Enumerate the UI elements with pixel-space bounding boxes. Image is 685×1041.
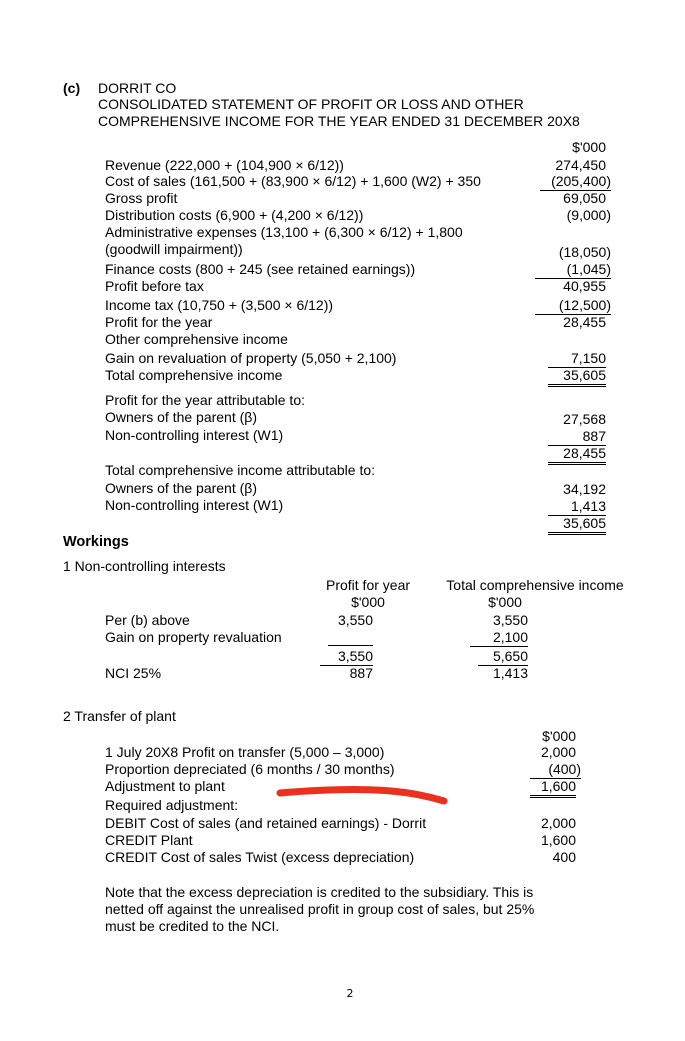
- unit-header: $'000: [572, 139, 606, 155]
- w1-col1-header: Profit for year: [325, 577, 411, 593]
- statement-value: 40,955: [563, 278, 606, 294]
- statement-value: (9,000): [566, 207, 611, 223]
- w1-row-col1: 3,550: [337, 612, 373, 628]
- statement-label: Total comprehensive income: [105, 367, 283, 383]
- w2-note-line: must be credited to the NCI.: [105, 918, 280, 934]
- statement-label: Finance costs (800 + 245 (see retained earnings)): [105, 261, 416, 277]
- statement-value: 7,150: [548, 350, 606, 368]
- attributable-nci-value: 887: [548, 428, 606, 446]
- w2-unit: $'000: [542, 728, 576, 744]
- attributable-owners-label: Owners of the parent (β): [105, 409, 258, 425]
- w2-note-line: Note that the excess depreciation is credited to the subsidiary. This is: [105, 884, 534, 900]
- statement-label: Distribution costs (6,900 + (4,200 × 6/12)): [105, 207, 364, 223]
- attributable-profit-total: 28,455: [548, 445, 606, 465]
- w1-subtotal-col2: 5,650: [478, 648, 528, 666]
- w2-row-value: 2,000: [540, 744, 576, 760]
- statement-label: Revenue (222,000 + (104,900 × 6/12)): [105, 157, 344, 173]
- w1-row-col2: 2,100: [470, 629, 528, 647]
- page-number: 2: [346, 987, 354, 1000]
- w2-row-label: Proportion depreciated (6 months / 30 months): [105, 761, 395, 777]
- attributable-profit-heading: Profit for the year attributable to:: [105, 392, 305, 408]
- statement-label: Gross profit: [105, 190, 178, 206]
- attributable-nci-label: Non-controlling interest (W1): [105, 427, 284, 443]
- w1-col2-header: Total comprehensive income: [446, 577, 624, 593]
- w1-nci-col1: 887: [349, 665, 373, 681]
- attributable-tci-total: 35,605: [548, 515, 606, 535]
- w2-entry-label: DEBIT Cost of sales (and retained earnings) - Dorrit: [105, 815, 427, 831]
- w2-entry-label: CREDIT Plant: [105, 832, 193, 848]
- statement-value: (18,050): [558, 244, 611, 260]
- statement-title-line2: COMPREHENSIVE INCOME FOR THE YEAR ENDED 31 DECEMBER 20X8: [98, 113, 580, 129]
- statement-value: (205,400): [540, 173, 611, 191]
- statement-value: (1,045): [535, 261, 611, 279]
- w1-row-label: Gain on property revaluation: [105, 629, 282, 645]
- w1-col1-unit: $'000: [351, 594, 385, 610]
- red-underline-annotation: [276, 784, 452, 810]
- company-name: DORRIT CO: [98, 80, 177, 96]
- working-1-title: 1 Non-controlling interests: [63, 558, 226, 574]
- w2-row-label: Adjustment to plant: [105, 778, 225, 794]
- statement-label: (goodwill impairment)): [105, 241, 243, 257]
- w2-row-value: 1,600: [530, 778, 576, 798]
- attributable-tci-heading: Total comprehensive income attributable to:: [105, 462, 376, 478]
- attributable-owners-value: 27,568: [563, 411, 606, 427]
- statement-value: 274,450: [555, 157, 606, 173]
- w1-nci-col2: 1,413: [492, 665, 528, 681]
- statement-label: Cost of sales (161,500 + (83,900 × 6/12) + 1,600 (W2) + 350: [105, 173, 481, 189]
- w2-note-line: netted off against the unrealised profit in group cost of sales, but 25%: [105, 901, 535, 917]
- section-label: (c): [63, 80, 81, 96]
- w2-entry-value: 2,000: [540, 815, 576, 831]
- w2-entry-value: 400: [552, 849, 576, 865]
- w2-entry-label: CREDIT Cost of sales Twist (excess depreciation): [105, 849, 415, 865]
- attributable-tci-nci-label: Non-controlling interest (W1): [105, 497, 284, 513]
- attributable-tci-owners-label: Owners of the parent (β): [105, 480, 258, 496]
- w2-row-value: (400): [530, 761, 581, 779]
- working-2-title: 2 Transfer of plant: [63, 708, 176, 724]
- attributable-tci-owners-value: 34,192: [563, 481, 606, 497]
- statement-label: Profit before tax: [105, 278, 204, 294]
- workings-heading: Workings: [63, 534, 129, 550]
- statement-value: 69,050: [563, 190, 606, 206]
- w1-col1-rule: [328, 645, 373, 646]
- attributable-tci-nci-value: 1,413: [548, 498, 606, 516]
- statement-value: (12,500): [535, 297, 611, 315]
- w1-row-col2: 3,550: [492, 612, 528, 628]
- w2-entry-value: 1,600: [540, 832, 576, 848]
- statement-label: Administrative expenses (13,100 + (6,300 × 6/12) + 1,800: [105, 224, 463, 240]
- statement-label: Other comprehensive income: [105, 331, 288, 347]
- w1-row-label: Per (b) above: [105, 612, 190, 628]
- w2-row-label: 1 July 20X8 Profit on transfer (5,000 – 3,000): [105, 744, 385, 760]
- w1-nci-label: NCI 25%: [105, 665, 162, 681]
- statement-label: Gain on revaluation of property (5,050 + 2,100): [105, 350, 397, 366]
- statement-label: Profit for the year: [105, 314, 213, 330]
- w2-required-label: Required adjustment:: [105, 797, 239, 813]
- w1-col2-unit: $'000: [488, 594, 522, 610]
- statement-label: Income tax (10,750 + (3,500 × 6/12)): [105, 297, 334, 313]
- statement-title-line1: CONSOLIDATED STATEMENT OF PROFIT OR LOSS AND OTHER: [98, 96, 524, 112]
- statement-value: 28,455: [563, 314, 606, 330]
- w1-subtotal-col1: 3,550: [320, 648, 373, 666]
- statement-value: 35,605: [548, 367, 606, 387]
